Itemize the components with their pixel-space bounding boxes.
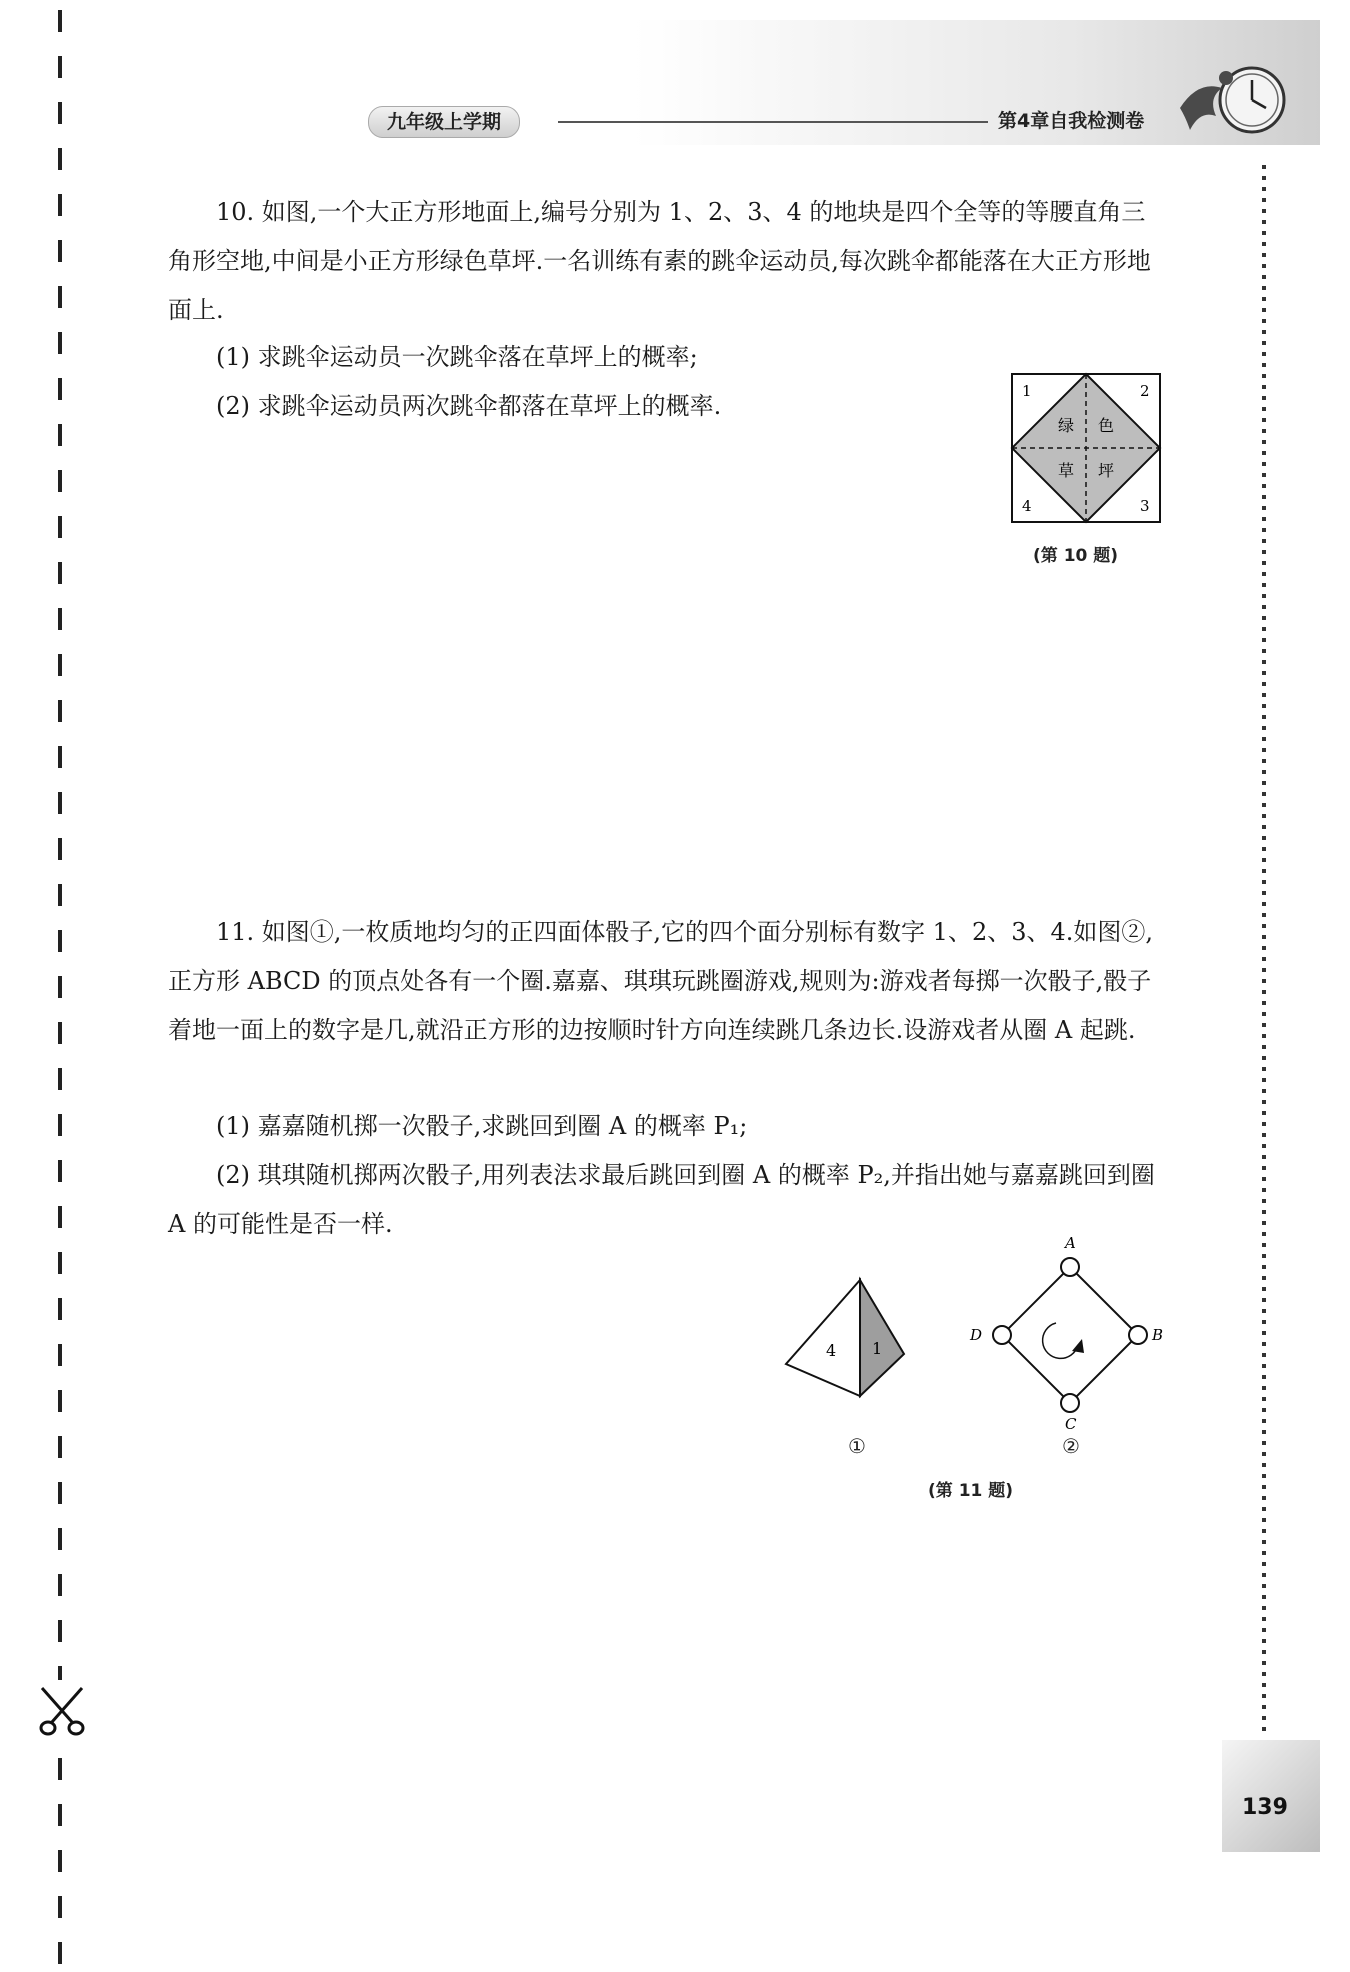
chapter-title: 第4章自我检测卷 [998,110,1145,132]
arrow-head [1072,1339,1084,1353]
vertex-c-label: C [1065,1415,1077,1433]
lawn-char-3: 草 [1058,461,1075,480]
vertex-d-label: D [970,1326,983,1344]
lawn-char-1: 绿 [1058,416,1075,435]
die-face-1-label: 1 [872,1339,883,1358]
lawn-char-4: 坪 [1098,461,1115,480]
grade-badge: 九年级上学期 [368,106,520,138]
vertex-b-label: B [1152,1326,1164,1344]
ring-b [1129,1326,1147,1344]
header-rule [558,121,988,123]
figure-11-square-abcd [960,1225,1180,1435]
vertex-a-label: A [1065,1234,1076,1252]
corner-label-4: 4 [1022,497,1032,515]
die-side-face [860,1280,904,1396]
clockwise-arrow [1043,1323,1078,1358]
question-11-part-2: (2) 琪琪随机掷两次骰子,用列表法求最后跳回到圈 A 的概率 P₂,并指出她与嘉嘉跳回到圈 A 的可能性是否一样. [168,1161,1155,1238]
page-number: 139 [1242,1795,1288,1820]
figure-10-caption: (第 10 题) [1033,546,1119,566]
question-10-part-1: (1) 求跳伞运动员一次跳伞落在草坪上的概率; [216,343,698,371]
lawn-char-2: 色 [1098,416,1115,435]
runner-clock-logo-icon [1160,58,1300,148]
corner-label-2: 2 [1140,382,1150,400]
question-10-stem: 10. 如图,一个大正方形地面上,编号分别为 1、2、3、4 的地块是四个全等的等腰直角三角形空地,中间是小正方形绿色草坪.一名训练有素的跳伞运动员,每次跳伞都能落在大正方形地面上. [168,198,1151,324]
dotted-edge-line [1262,165,1266,1735]
cut-line [58,10,62,1965]
scissors-icon [32,1680,92,1740]
figure-11-label-1: ① [848,1434,866,1458]
ring-a [1061,1258,1079,1276]
question-11-part-1: (1) 嘉嘉随机掷一次骰子,求跳回到圈 A 的概率 P₁; [216,1112,748,1140]
figure-11-label-2: ② [1062,1434,1080,1458]
die-front-face [786,1280,860,1396]
ring-c [1061,1394,1079,1412]
corner-label-1: 1 [1022,382,1032,400]
figure-11-caption: (第 11 题) [928,1481,1014,1501]
question-10-part-2: (2) 求跳伞运动员两次跳伞都落在草坪上的概率. [216,392,722,420]
question-11-stem: 11. 如图①,一枚质地均匀的正四面体骰子,它的四个面分别标有数字 1、2、3、4.如图②,正方形 ABCD 的顶点处各有一个圈.嘉嘉、琪琪玩跳圈游戏,规则为:游戏者每掷一次骰子,骰子着地一面上的数字是几,就沿正方形的边按顺时针方向连续跳几条边长.设游戏者从圈 A 起跳. [168,918,1154,1044]
corner-label-3: 3 [1140,497,1150,515]
figure-10-diagram [1006,368,1166,528]
die-face-4-label: 4 [826,1341,837,1360]
ring-d [993,1326,1011,1344]
figure-11-tetrahedron [778,1272,908,1402]
square-outline [1002,1267,1138,1403]
